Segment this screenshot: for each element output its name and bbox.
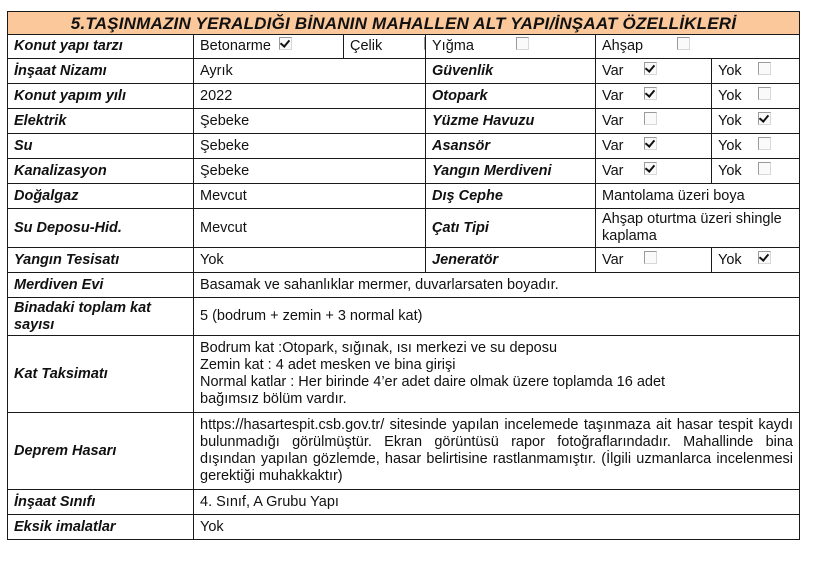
- var-label: Var: [602, 162, 624, 179]
- yok-label: Yok: [718, 162, 742, 179]
- row-value: https://hasartespit.csb.gov.tr/ sitesinde yapılan incelemede taşınmaza ait hasar tespit kaydı bulunmadığı görülmüştür. Ekran görüntüsü rapor fotoğraflarındadır. Mahallinde bina dışından yapılan gözlemde, hasar belirtisine rastlanmamıştır. (İlgili uzmanlarca incelenmesi gerektiği muhakkaktır): [194, 413, 800, 490]
- checkbox-var[interactable]: [644, 162, 657, 175]
- row-label: Kat Taksimatı: [8, 336, 194, 413]
- right-value: Ahşap oturtma üzeri shingle kaplama: [596, 209, 800, 248]
- floor-line: Zemin kat : 4 adet mesken ve bina girişi: [200, 357, 456, 373]
- table-row-insaat-sinifi: [8, 490, 800, 515]
- row-value: Şebeke: [194, 159, 426, 184]
- yok-label: Yok: [718, 87, 742, 104]
- row-label: Elektrik: [8, 109, 194, 134]
- checkbox-yok[interactable]: [758, 87, 771, 100]
- checkbox-betonarme[interactable]: [279, 37, 292, 50]
- checkbox-var[interactable]: [644, 112, 657, 125]
- table-row: [8, 84, 800, 109]
- row-label: Binadaki toplam kat sayısı: [8, 298, 194, 336]
- option-yigma: [426, 35, 596, 59]
- row-label: Konut yapı tarzı: [8, 35, 194, 59]
- checkbox-yok[interactable]: [758, 112, 771, 125]
- row-value: Mevcut: [194, 184, 426, 209]
- floor-line: Bodrum kat :Otopark, sığınak, ısı merkezi ve su deposu: [200, 340, 558, 356]
- table-row-yangin-tesisati: [8, 248, 800, 273]
- var-label: Var: [602, 251, 624, 268]
- row-label: Su Deposu-Hid.: [8, 209, 194, 248]
- table-row-dogalgaz: [8, 184, 800, 209]
- right-label: Yüzme Havuzu: [426, 109, 596, 134]
- checkbox-var[interactable]: [644, 87, 657, 100]
- row-value: Şebeke: [194, 134, 426, 159]
- option-label: Betonarme: [200, 38, 271, 54]
- table-row-deprem-hasari: [8, 413, 800, 490]
- table-row: [8, 159, 800, 184]
- row-value: 4. Sınıf, A Grubu Yapı: [194, 490, 800, 515]
- right-label: Jeneratör: [426, 248, 596, 273]
- row-label: İnşaat Nizamı: [8, 59, 194, 84]
- var-label: Var: [602, 62, 624, 79]
- table-row-merdiven-evi: [8, 273, 800, 298]
- row-label: Su: [8, 134, 194, 159]
- table-row-su-deposu: [8, 209, 800, 248]
- option-ahsap: [596, 35, 800, 59]
- row-value: Şebeke: [194, 109, 426, 134]
- right-label: Asansör: [426, 134, 596, 159]
- row-label: Kanalizasyon: [8, 159, 194, 184]
- row-label: İnşaat Sınıfı: [8, 490, 194, 515]
- yok-label: Yok: [718, 112, 742, 129]
- row-value: Ayrık: [194, 59, 426, 84]
- right-value: Mantolama üzeri boya: [596, 184, 800, 209]
- row-value: Yok: [194, 515, 800, 540]
- right-label: Çatı Tipi: [426, 209, 596, 248]
- checkbox-yok[interactable]: [758, 137, 771, 150]
- row-label: Yangın Tesisatı: [8, 248, 194, 273]
- right-label: Yangın Merdiveni: [426, 159, 596, 184]
- checkbox-yigma[interactable]: [516, 37, 529, 50]
- row-value: Basamak ve sahanlıklar mermer, duvarlarsaten boyadır.: [194, 273, 800, 298]
- row-value: Mevcut: [194, 209, 426, 248]
- building-features-table: [7, 11, 800, 540]
- table-row-kat-taksimati: [8, 336, 800, 413]
- row-value: 5 (bodrum + zemin + 3 normal kat): [194, 298, 800, 336]
- option-betonarme: [194, 35, 344, 59]
- row-label: Merdiven Evi: [8, 273, 194, 298]
- row-value: [194, 336, 800, 413]
- checkbox-var[interactable]: [644, 251, 657, 264]
- right-label: Otopark: [426, 84, 596, 109]
- checkbox-yok[interactable]: [758, 251, 771, 264]
- yok-label: Yok: [718, 62, 742, 79]
- row-label: Doğalgaz: [8, 184, 194, 209]
- row-label: Eksik imalatlar: [8, 515, 194, 540]
- table-row: [8, 109, 800, 134]
- row-label: Deprem Hasarı: [8, 413, 194, 490]
- right-label: Dış Cephe: [426, 184, 596, 209]
- table-row: [8, 59, 800, 84]
- yok-label: Yok: [718, 137, 742, 154]
- checkbox-var[interactable]: [644, 62, 657, 75]
- table-row: [8, 35, 800, 59]
- right-label: Güvenlik: [426, 59, 596, 84]
- option-label: Ahşap: [602, 38, 644, 54]
- section-title: 5.TAŞINMAZIN YERALDIĞI BİNANIN MAHALLEN ALT YAPI/İNŞAAT ÖZELLİKLERİ: [8, 12, 800, 35]
- row-value: 2022: [194, 84, 426, 109]
- floor-line: Normal katlar : Her birinde 4’er adet daire olmak üzere toplamda 16 adet bağımsız bölüm vardır.: [200, 374, 666, 407]
- row-value: Yok: [194, 248, 426, 273]
- checkbox-yok[interactable]: [758, 162, 771, 175]
- option-celik: [344, 35, 426, 59]
- checkbox-ahsap[interactable]: [677, 37, 690, 50]
- var-label: Var: [602, 112, 624, 129]
- table-row: [8, 134, 800, 159]
- yok-label: Yok: [718, 251, 742, 268]
- option-label: Çelik: [350, 38, 383, 54]
- table-row-kat-sayisi: [8, 298, 800, 336]
- option-label: Yığma: [432, 38, 474, 54]
- checkbox-yok[interactable]: [758, 62, 771, 75]
- checkbox-var[interactable]: [644, 137, 657, 150]
- row-label: Konut yapım yılı: [8, 84, 194, 109]
- table-row-eksik-imalatlar: [8, 515, 800, 540]
- var-label: Var: [602, 137, 624, 154]
- var-label: Var: [602, 87, 624, 104]
